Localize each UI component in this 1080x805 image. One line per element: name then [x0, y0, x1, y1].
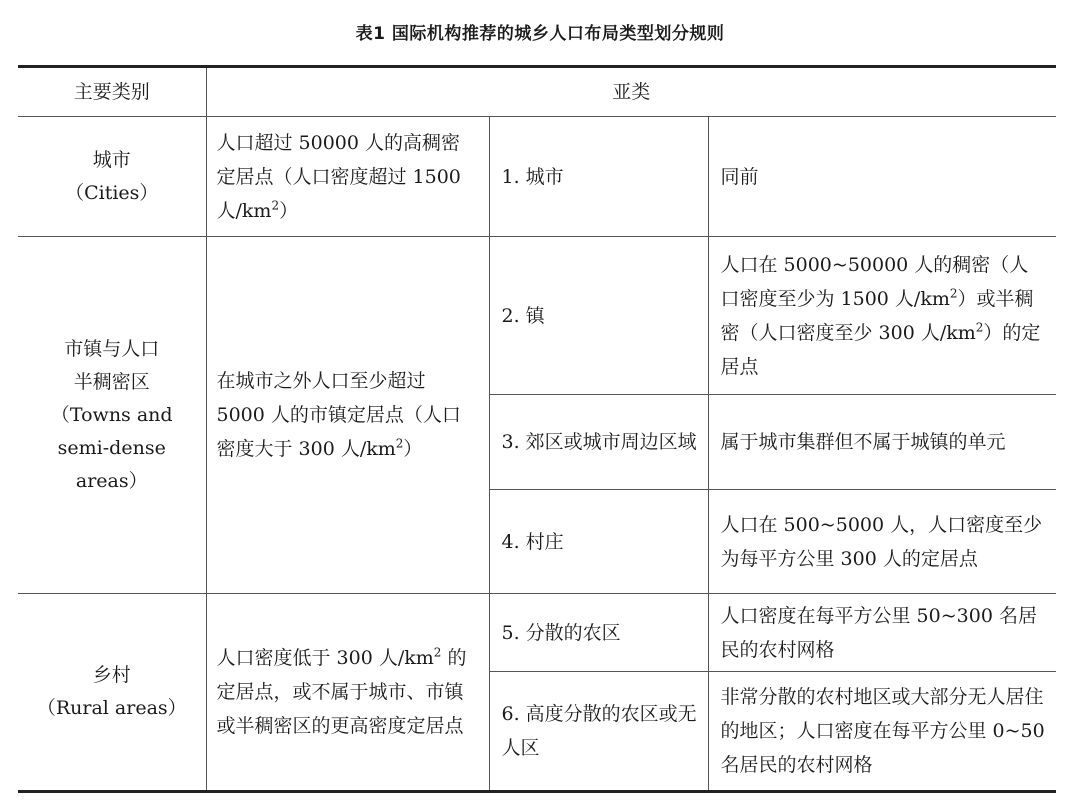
definition-cell: [206, 594, 489, 792]
category-cn: 城市: [92, 148, 131, 171]
subcategory-label: 4. 村庄: [489, 490, 708, 594]
category-cn: 半稠密区: [73, 370, 150, 393]
classification-table: [18, 65, 1056, 793]
category-cell: [18, 594, 206, 792]
subcategory-desc: 人口在 500~5000 人，人口密度至少为每平方公里 300 人的定居点: [708, 490, 1056, 594]
subcategory-label: 1. 城市: [489, 117, 708, 237]
category-en: semi-dense areas）: [57, 436, 166, 492]
category-cell: [18, 237, 206, 594]
category-en: （Cities）: [65, 181, 159, 204]
table-row: [18, 117, 1056, 237]
table-row: [18, 594, 1056, 672]
category-cell: [18, 117, 206, 237]
subcategory-desc: 人口密度在每平方公里 50~300 名居民的农村网格: [708, 594, 1056, 672]
header-row: [18, 67, 1056, 117]
superscript: 2: [949, 286, 958, 301]
definition-text: 人口密度低于 300 人/km: [216, 647, 434, 669]
header-main-category: 主要类别: [18, 67, 206, 117]
subcategory-label: 5. 分散的农区: [489, 594, 708, 672]
category-en: （Towns and: [50, 403, 173, 426]
desc-text: ）或半稠密（人口密度至少 300 人/km: [720, 287, 1034, 344]
subcategory-label: 2. 镇: [489, 237, 708, 395]
subcategory-desc: 属于城市集群但不属于城镇的单元: [708, 395, 1056, 490]
subcategory-label: 3. 郊区或城市周边区域: [489, 395, 708, 490]
definition-text-end: ）: [403, 438, 423, 460]
subcategory-desc: 非常分散的农村地区或大部分无人居住的地区；人口密度在每平方公里 0~50 名居民的农村网格: [708, 672, 1056, 792]
definition-cell: [206, 237, 489, 594]
definition-text: 在城市之外人口至少超过 5000 人的市镇定居点（人口密度大于 300 人/km: [216, 370, 461, 460]
definition-text-end: 的定居点，或不属于城市、市镇或半稠密区的更高密度定居点: [216, 647, 467, 737]
definition-text-end: ）: [279, 199, 299, 222]
definition-text: 人口超过 50000 人的高稠密定居点（人口密度超过 1500 人/km: [216, 131, 461, 222]
superscript: 2: [395, 436, 404, 451]
category-cn: 市镇与人口: [64, 337, 160, 360]
category-cn: 乡村: [92, 664, 131, 686]
subcategory-desc: [708, 237, 1056, 395]
desc-text: 人口在 5000~50000 人的稠密（人口密度至少为 1500 人/km: [720, 253, 1029, 310]
superscript: 2: [433, 645, 442, 660]
header-subcategory: 亚类: [206, 67, 1056, 117]
desc-text: ）的定居点: [720, 321, 1041, 378]
table-row: [18, 237, 1056, 395]
table-title: 表1 国际机构推荐的城乡人口布局类型划分规则: [355, 24, 725, 44]
superscript: 2: [975, 320, 984, 335]
superscript: 2: [271, 198, 280, 213]
subcategory-desc: 同前: [708, 117, 1056, 237]
definition-cell: [206, 117, 489, 237]
subcategory-label: 6. 高度分散的农区或无人区: [489, 672, 708, 792]
category-en: （Rural areas）: [36, 697, 187, 719]
